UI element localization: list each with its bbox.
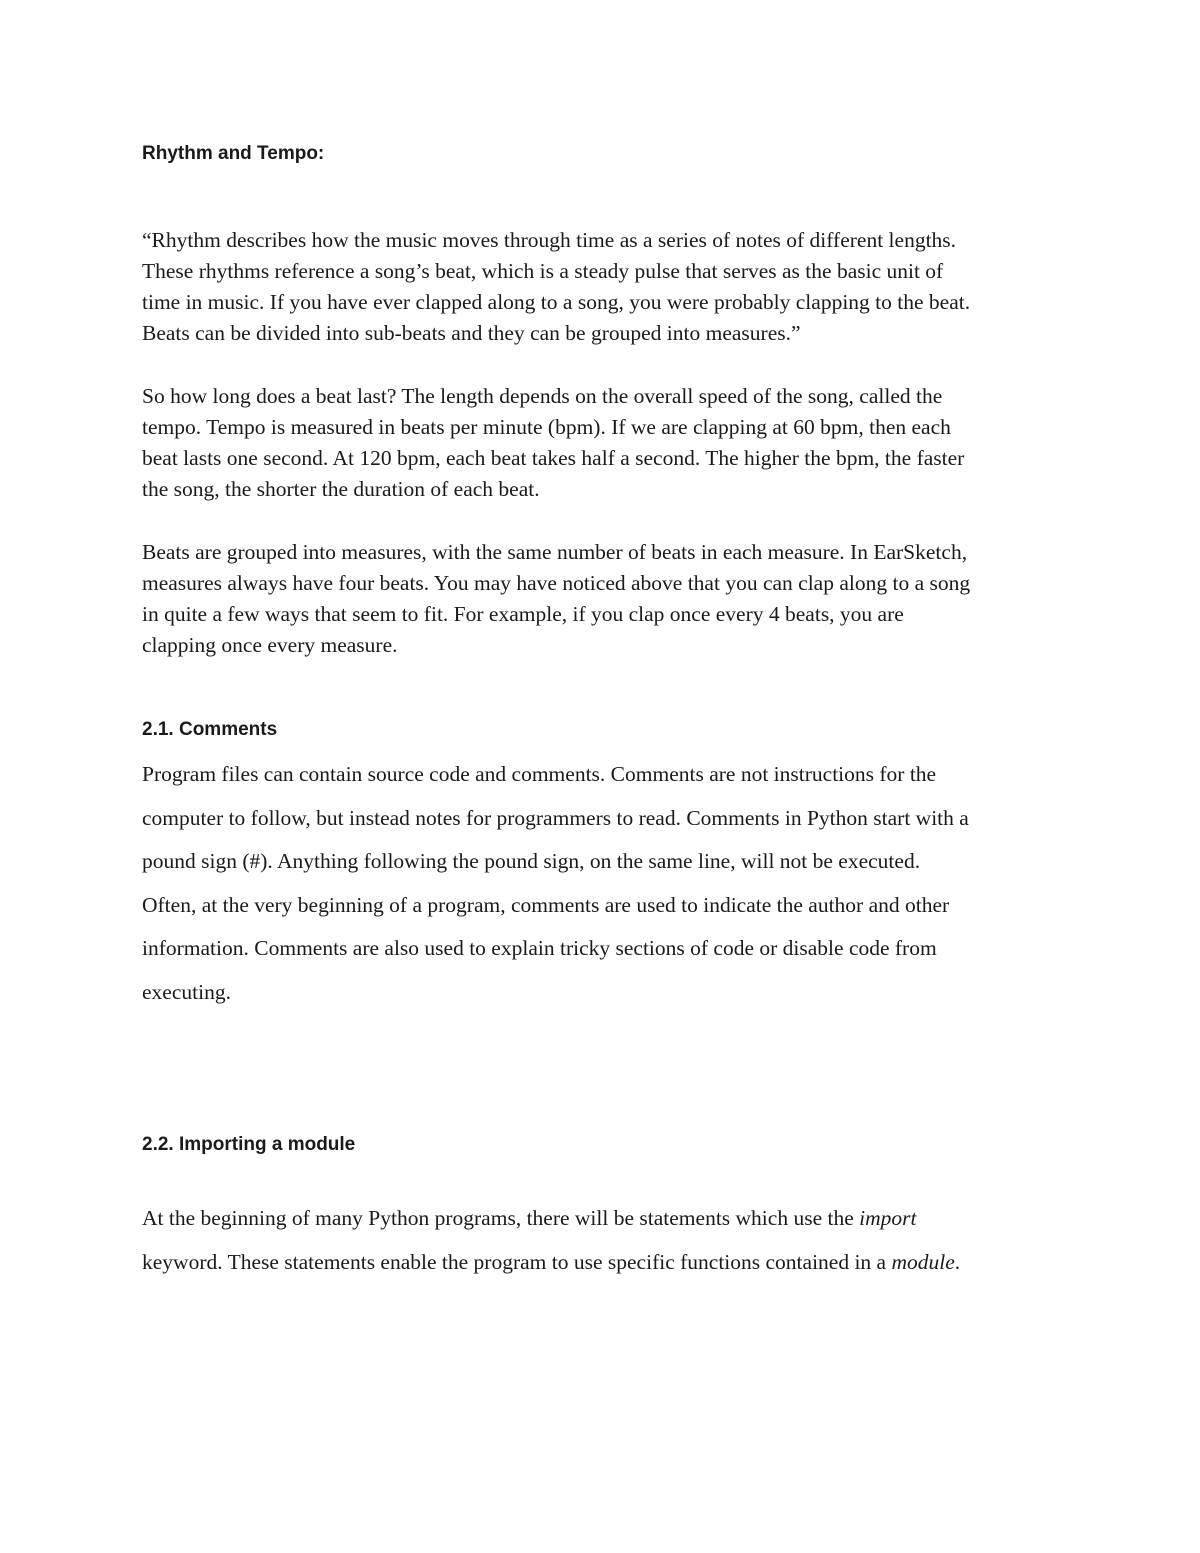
text-run: At the beginning of many Python programs, there will be statements which use the <box>142 1206 860 1230</box>
text-line: clapping once every measure. <box>142 633 398 657</box>
text-run: keyword. These statements enable the program to use specific functions contained in a <box>142 1249 892 1274</box>
text-line: information. Comments are also used to explain tricky sections of code or disable code from <box>142 936 937 960</box>
paragraph-rhythm-quote <box>142 225 1062 349</box>
heading-importing-a-module: 2.2. Importing a module <box>142 1134 356 1155</box>
text-line: tempo. Tempo is measured in beats per minute (bpm). If we are clapping at 60 bpm, then each <box>142 415 951 439</box>
text-line <box>142 1197 1062 1241</box>
heading-rhythm-and-tempo: Rhythm and Tempo: <box>142 143 325 164</box>
paragraph-measures <box>142 537 1062 661</box>
text-line: These rhythms reference a song’s beat, which is a steady pulse that serves as the basic unit of <box>142 259 944 283</box>
text-line: “Rhythm describes how the music moves through time as a series of notes of different lengths. <box>142 228 957 252</box>
text-line: Beats are grouped into measures, with the same number of beats in each measure. In EarSketch, <box>142 540 968 564</box>
text-line <box>142 1241 1062 1285</box>
paragraph-importing <box>142 1197 1062 1284</box>
text-line: So how long does a beat last? The length depends on the overall speed of the song, called the <box>142 384 943 408</box>
paragraph-tempo <box>142 381 1062 505</box>
heading-comments: 2.1. Comments <box>142 719 278 740</box>
text-line: executing. <box>142 979 231 1004</box>
text-line: beat lasts one second. At 120 bpm, each beat takes half a second. The higher the bpm, the faster <box>142 446 965 470</box>
text-line: the song, the shorter the duration of each beat. <box>142 477 540 501</box>
text-line: Often, at the very beginning of a program, comments are used to indicate the author and other <box>142 892 950 917</box>
paragraph-comments <box>142 753 1062 1014</box>
keyword-import: import <box>859 1206 917 1230</box>
text-run: . <box>954 1249 961 1274</box>
text-line: Beats can be divided into sub-beats and they can be grouped into measures.” <box>142 321 801 345</box>
text-line: in quite a few ways that seem to fit. For example, if you clap once every 4 beats, you are <box>142 602 904 626</box>
text-line: pound sign (#). Anything following the pound sign, on the same line, will not be executed. <box>142 849 921 873</box>
term-module: module <box>891 1249 955 1274</box>
text-line: time in music. If you have ever clapped along to a song, you were probably clapping to the beat. <box>142 290 971 314</box>
text-line: computer to follow, but instead notes for programmers to read. Comments in Python start with a <box>142 805 969 830</box>
text-line: measures always have four beats. You may have noticed above that you can clap along to a song <box>142 571 971 595</box>
text-line: Program files can contain source code and comments. Comments are not instructions for the <box>142 762 937 786</box>
